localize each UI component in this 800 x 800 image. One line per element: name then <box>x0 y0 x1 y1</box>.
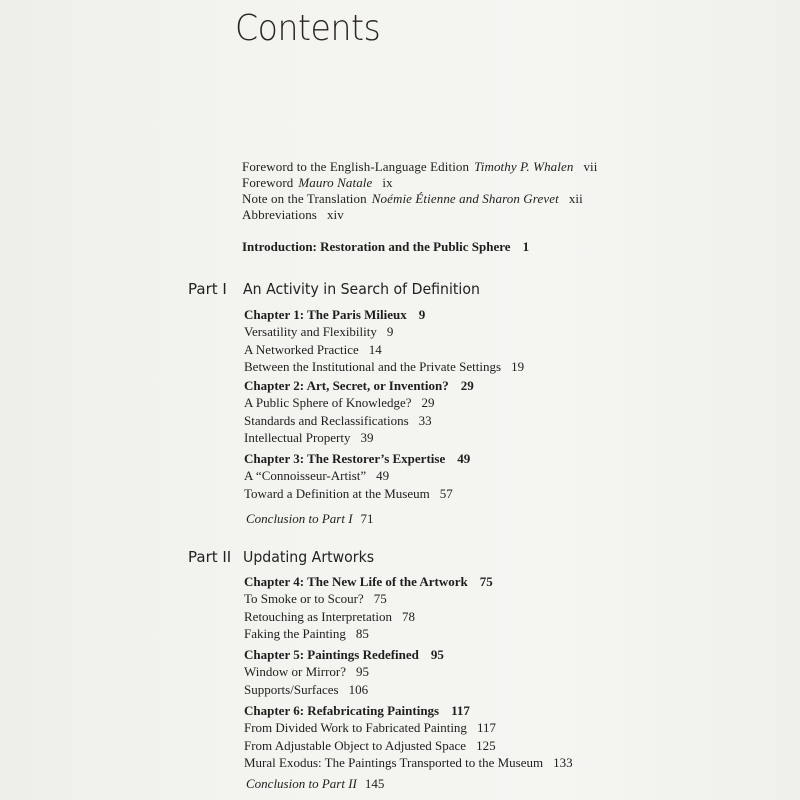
page-number: 117 <box>451 703 470 718</box>
front-matter-list <box>242 159 597 223</box>
section-title: Supports/Surfaces <box>244 681 339 697</box>
page-number: 57 <box>439 485 453 501</box>
chapter-block <box>244 702 573 772</box>
section-item <box>244 358 524 376</box>
section-item <box>244 737 573 755</box>
section-item <box>244 608 493 626</box>
page-number: 14 <box>368 341 382 357</box>
page-number: xii <box>568 191 583 206</box>
section-title: Standards and Reclassifications <box>244 412 409 428</box>
page-number: 9 <box>418 307 426 322</box>
section-item <box>244 429 474 447</box>
page-number: 95 <box>356 664 370 679</box>
front-matter-item <box>242 159 597 175</box>
front-matter-label: Note on the Translation <box>242 191 367 206</box>
front-matter-label: Abbreviations <box>242 207 317 222</box>
chapter-block <box>244 450 470 502</box>
chapter-heading <box>244 646 444 663</box>
page-number: 29 <box>421 395 435 410</box>
page-number: ix <box>382 175 393 190</box>
section-item <box>244 681 444 699</box>
page-number: 145 <box>364 776 385 791</box>
front-matter-author: Noémie Étienne and Sharon Grevet <box>371 191 559 206</box>
page-number: 85 <box>355 626 369 641</box>
section-item <box>244 719 573 737</box>
section-title: A “Connoisseur-Artist” <box>244 468 367 483</box>
page-number: 78 <box>402 608 416 624</box>
front-matter-label: Foreword <box>242 175 294 190</box>
section-title: Mural Exodus: The Paintings Transported to the Museum <box>244 755 544 770</box>
conclusion-entry <box>246 511 374 527</box>
chapter-title: Chapter 3: The Restorer’s Expertise <box>244 451 446 466</box>
chapter-block <box>244 377 474 447</box>
part-title: Updating Artworks <box>243 548 375 566</box>
section-item <box>244 323 524 341</box>
page-number: vii <box>583 159 598 174</box>
section-title: A Public Sphere of Knowledge? <box>244 395 412 410</box>
chapter-title: Chapter 5: Paintings Redefined <box>244 647 419 662</box>
page-number: 95 <box>430 647 444 662</box>
chapter-heading <box>244 573 493 590</box>
page-number: 75 <box>373 591 387 606</box>
front-matter-author: Mauro Natale <box>298 175 373 190</box>
chapter-block <box>244 646 444 698</box>
page-number: 75 <box>479 574 493 589</box>
conclusion-entry <box>246 776 384 792</box>
chapter-title: Chapter 4: The New Life of the Artwork <box>244 574 468 589</box>
page-number: 71 <box>360 511 374 526</box>
page-number: 1 <box>522 239 530 254</box>
introduction-label: Introduction: Restoration and the Public Sphere <box>242 239 511 254</box>
chapter-heading <box>244 450 470 467</box>
chapter-block <box>244 573 493 643</box>
page-number: 106 <box>348 681 369 697</box>
page-title: Contents <box>235 8 381 49</box>
section-title: Toward a Definition at the Museum <box>244 485 430 501</box>
section-item <box>244 412 474 430</box>
page-number: 49 <box>376 468 390 483</box>
page-number: 133 <box>553 755 573 770</box>
introduction-entry <box>242 239 529 255</box>
conclusion-label: Conclusion to Part I <box>246 511 353 526</box>
part-label: Part I <box>188 280 227 298</box>
section-title: Intellectual Property <box>244 430 351 445</box>
section-title: A Networked Practice <box>244 341 359 357</box>
page-number: 39 <box>360 430 374 445</box>
section-title: From Divided Work to Fabricated Painting <box>244 720 467 735</box>
section-title: Faking the Painting <box>244 626 346 641</box>
page-number: 33 <box>418 412 432 428</box>
front-matter-author: Timothy P. Whalen <box>474 159 574 174</box>
chapter-title: Chapter 6: Refabricating Paintings <box>244 703 440 718</box>
section-title: Window or Mirror? <box>244 664 347 679</box>
section-item <box>244 590 493 608</box>
section-title: From Adjustable Object to Adjusted Space <box>244 737 467 753</box>
section-item <box>244 625 493 643</box>
section-item <box>244 754 573 772</box>
page-number: 125 <box>476 737 496 753</box>
page-number: 9 <box>386 324 394 339</box>
section-item <box>244 485 470 503</box>
section-title: Retouching as Interpretation <box>244 608 393 624</box>
chapter-title: Chapter 1: The Paris Milieux <box>244 307 407 322</box>
chapter-heading <box>244 702 573 719</box>
chapter-block <box>244 306 524 376</box>
section-item <box>244 663 444 681</box>
page-number: 29 <box>460 378 474 393</box>
section-item <box>244 467 470 485</box>
front-matter-item <box>242 207 597 223</box>
section-title: Versatility and Flexibility <box>244 324 377 339</box>
part-label: Part II <box>188 548 232 566</box>
page-number: xiv <box>326 207 344 222</box>
section-item <box>244 394 474 412</box>
front-matter-item <box>242 175 597 191</box>
chapter-heading <box>244 377 474 394</box>
page-number: 49 <box>457 451 471 466</box>
section-title: To Smoke or to Scour? <box>244 591 364 606</box>
page-number: 19 <box>511 359 525 374</box>
conclusion-label: Conclusion to Part II <box>246 776 357 791</box>
section-title: Between the Institutional and the Private Settings <box>244 359 502 374</box>
part-title: An Activity in Search of Definition <box>243 280 480 298</box>
chapter-heading <box>244 306 524 323</box>
section-item <box>244 341 524 359</box>
front-matter-item <box>242 191 597 207</box>
page-number: 117 <box>476 720 496 735</box>
chapter-title: Chapter 2: Art, Secret, or Invention? <box>244 378 449 393</box>
front-matter-label: Foreword to the English-Language Edition <box>242 159 470 174</box>
